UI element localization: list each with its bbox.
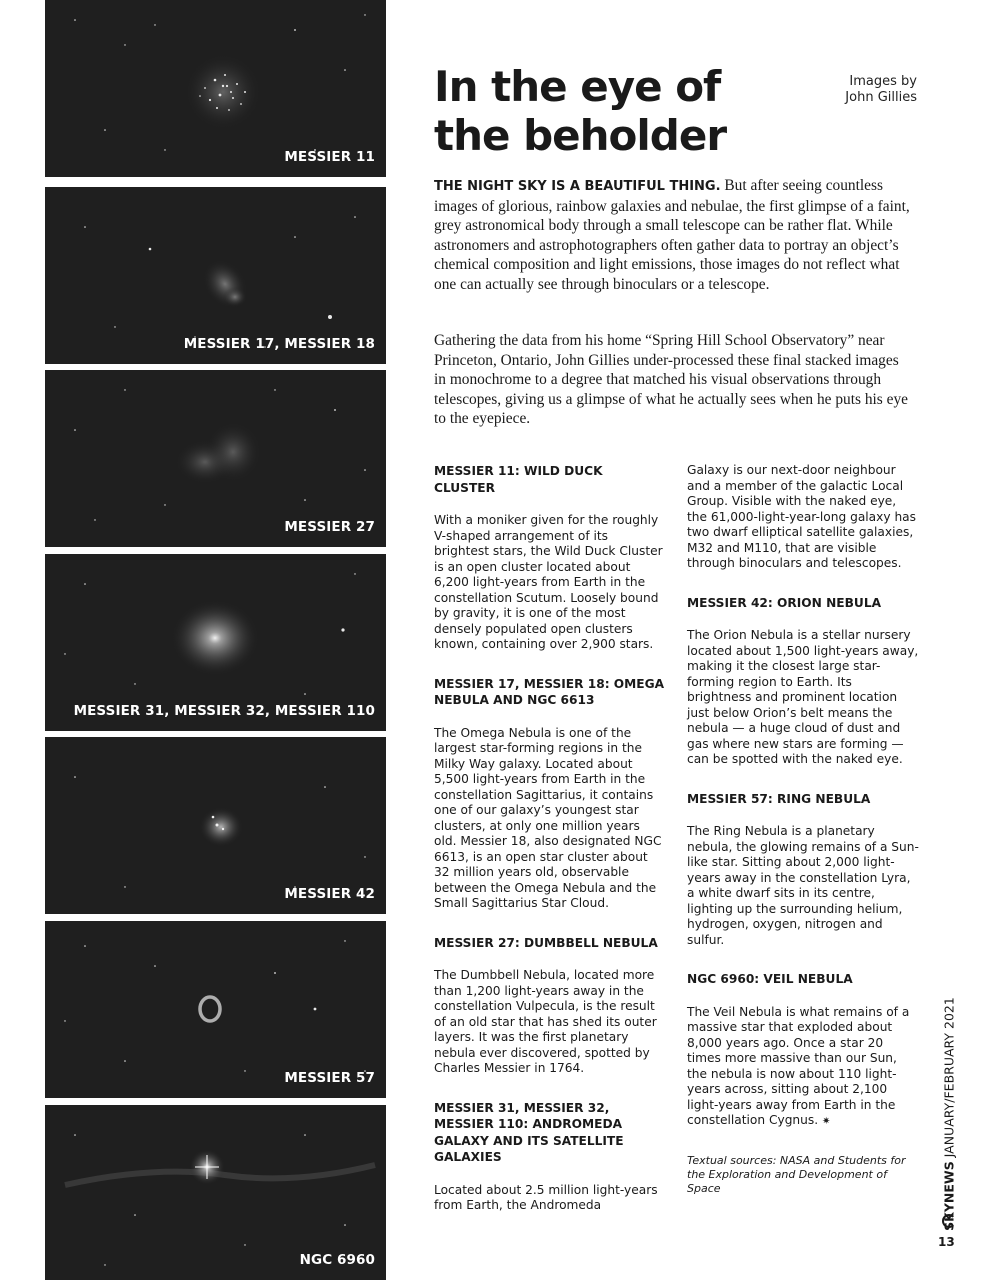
section-body	[687, 1005, 919, 1130]
section-heading: MESSIER 27: DUMBBELL NEBULA	[434, 935, 658, 950]
photo-messier-42	[45, 737, 386, 914]
photo-messier-11	[45, 0, 386, 177]
image-credit	[845, 74, 917, 106]
footer-issue: JANUARY/FEBRUARY 2021	[941, 996, 957, 1157]
credit-line: Images by	[849, 74, 917, 89]
photo-messier-31	[45, 554, 386, 731]
section-body: The Omega Nebula is one of the largest star-forming regions in the Milky Way galaxy. Located about 5,500 light-years from Earth in the constellation Sagittarius, it contains one of our galaxy’s youngest star clusters, at only one million years old. Messier 18, also designated NGC 6613, is an open star cluster about 32 million years old, observable between the Omega Nebula and the Small Sagittarius Star Cloud.	[434, 725, 662, 910]
section-body-text: The Veil Nebula is what remains of a massive star that exploded about 8,000 years ago. Once a star 20 times more massive than our Sun, the nebula is now about 110 light-years across, sitting about 2,100 light-years away from Earth in the constellation Cygnus.	[687, 1004, 910, 1127]
section-body: Located about 2.5 million light-years from Earth, the Andromeda	[434, 1182, 658, 1212]
end-mark-icon: ✷	[821, 1116, 831, 1127]
image-caption: NGC 6960	[299, 1252, 375, 1268]
section-body-continued: Galaxy is our next-door neighbour and a member of the galactic Local Group. Visible with the naked eye, the 61,000-light-year-long galaxy has two dwarf elliptical satellite galaxies, M32 and M110, that are visible through binoculars and telescopes.	[687, 463, 916, 570]
section-heading: MESSIER 57: RING NEBULA	[687, 791, 871, 806]
text-column-left	[434, 463, 666, 1214]
footer-brand: SKYNEWS	[941, 1160, 957, 1231]
section-heading: MESSIER 31, MESSIER 32, MESSIER 110: ANDROMEDA GALAXY AND ITS SATELLITE GALAXIES	[434, 1100, 624, 1164]
text-column-right	[687, 463, 919, 1196]
section-heading: MESSIER 42: ORION NEBULA	[687, 595, 882, 610]
intro-paragraph-2: Gathering the data from his home “Spring Hill School Observatory” near Princeton, Ontario, John Gillies under-processed these final stacked images in monochrome to a degree that matched his visual observations through telescopes, giving us a glimpse of what he actually sees when he puts his eye to the eyepiece.	[434, 332, 908, 427]
photo-messier-27	[45, 370, 386, 547]
section-body: The Dumbbell Nebula, located more than 1,200 light-years away in the constellation Vulpecula, is the result of an old star that has shed its outer layers. It was the first planetary nebula ever discovered, spotted by Charles Messier in 1764.	[434, 968, 657, 1075]
image-caption: MESSIER 11	[284, 149, 375, 165]
image-caption: MESSIER 57	[284, 1070, 375, 1086]
photo-messier-17-18	[45, 187, 386, 364]
footer-logo-icon	[942, 1214, 956, 1228]
credit-name: John Gillies	[845, 90, 917, 105]
page-number: 13	[938, 1235, 955, 1249]
section-heading: NGC 6960: VEIL NEBULA	[687, 972, 853, 986]
section-heading: MESSIER 11: WILD DUCK CLUSTER	[434, 464, 603, 495]
image-caption: MESSIER 42	[284, 886, 375, 902]
page-title: In the eye of the beholder	[434, 62, 727, 160]
intro-text: But after seeing countless images of glorious, rainbow galaxies and nebulae, the first glimpse of a faint, grey astronomical body through a small telescope can be rather flat. While astronomers and astrophotographers often gather data to portray an object’s chemical composition and light emissions, those images do not reflect what one can actually see through binoculars or a telescope.	[434, 177, 910, 293]
running-footer	[940, 996, 958, 1231]
intro-lead: THE NIGHT SKY IS A BEAUTIFUL THING.	[434, 179, 721, 194]
image-caption: MESSIER 17, MESSIER 18	[183, 336, 375, 352]
section-body: The Ring Nebula is a planetary nebula, the glowing remains of a Sun-like star. Sitting about 2,000 light-years away in the constellation Lyra, a white dwarf sits in its centre, lighting up the surrounding helium, hydrogen, oxygen, nitrogen and sulfur.	[687, 824, 919, 947]
image-caption: MESSIER 27	[284, 519, 375, 535]
photo-ngc-6960	[45, 1105, 386, 1280]
section-heading: MESSIER 17, MESSIER 18: OMEGA NEBULA AND NGC 6613	[434, 676, 665, 707]
section-body: The Orion Nebula is a stellar nursery located about 1,500 light-years away, making it the closest large star-forming region to Earth. Its brightness and prominent location just below Orion’s belt means the nebula — a huge cloud of dust and gas where new stars are forming — can be spotted with the naked eye.	[687, 628, 919, 766]
text-sources: Textual sources: NASA and Students for the Exploration and Development of Space	[687, 1153, 906, 1195]
section-body: With a moniker given for the roughly V-shaped arrangement of its brightest stars, the Wild Duck Cluster is an open cluster located about 6,200 light-years from Earth in the constellation Scutum. Loosely bound by gravity, it is one of the most densely populated open clusters known, containing over 2,900 stars.	[434, 513, 663, 651]
image-caption: MESSIER 31, MESSIER 32, MESSIER 110	[73, 703, 375, 719]
photo-messier-57	[45, 921, 386, 1098]
intro-paragraph-1	[434, 176, 914, 294]
